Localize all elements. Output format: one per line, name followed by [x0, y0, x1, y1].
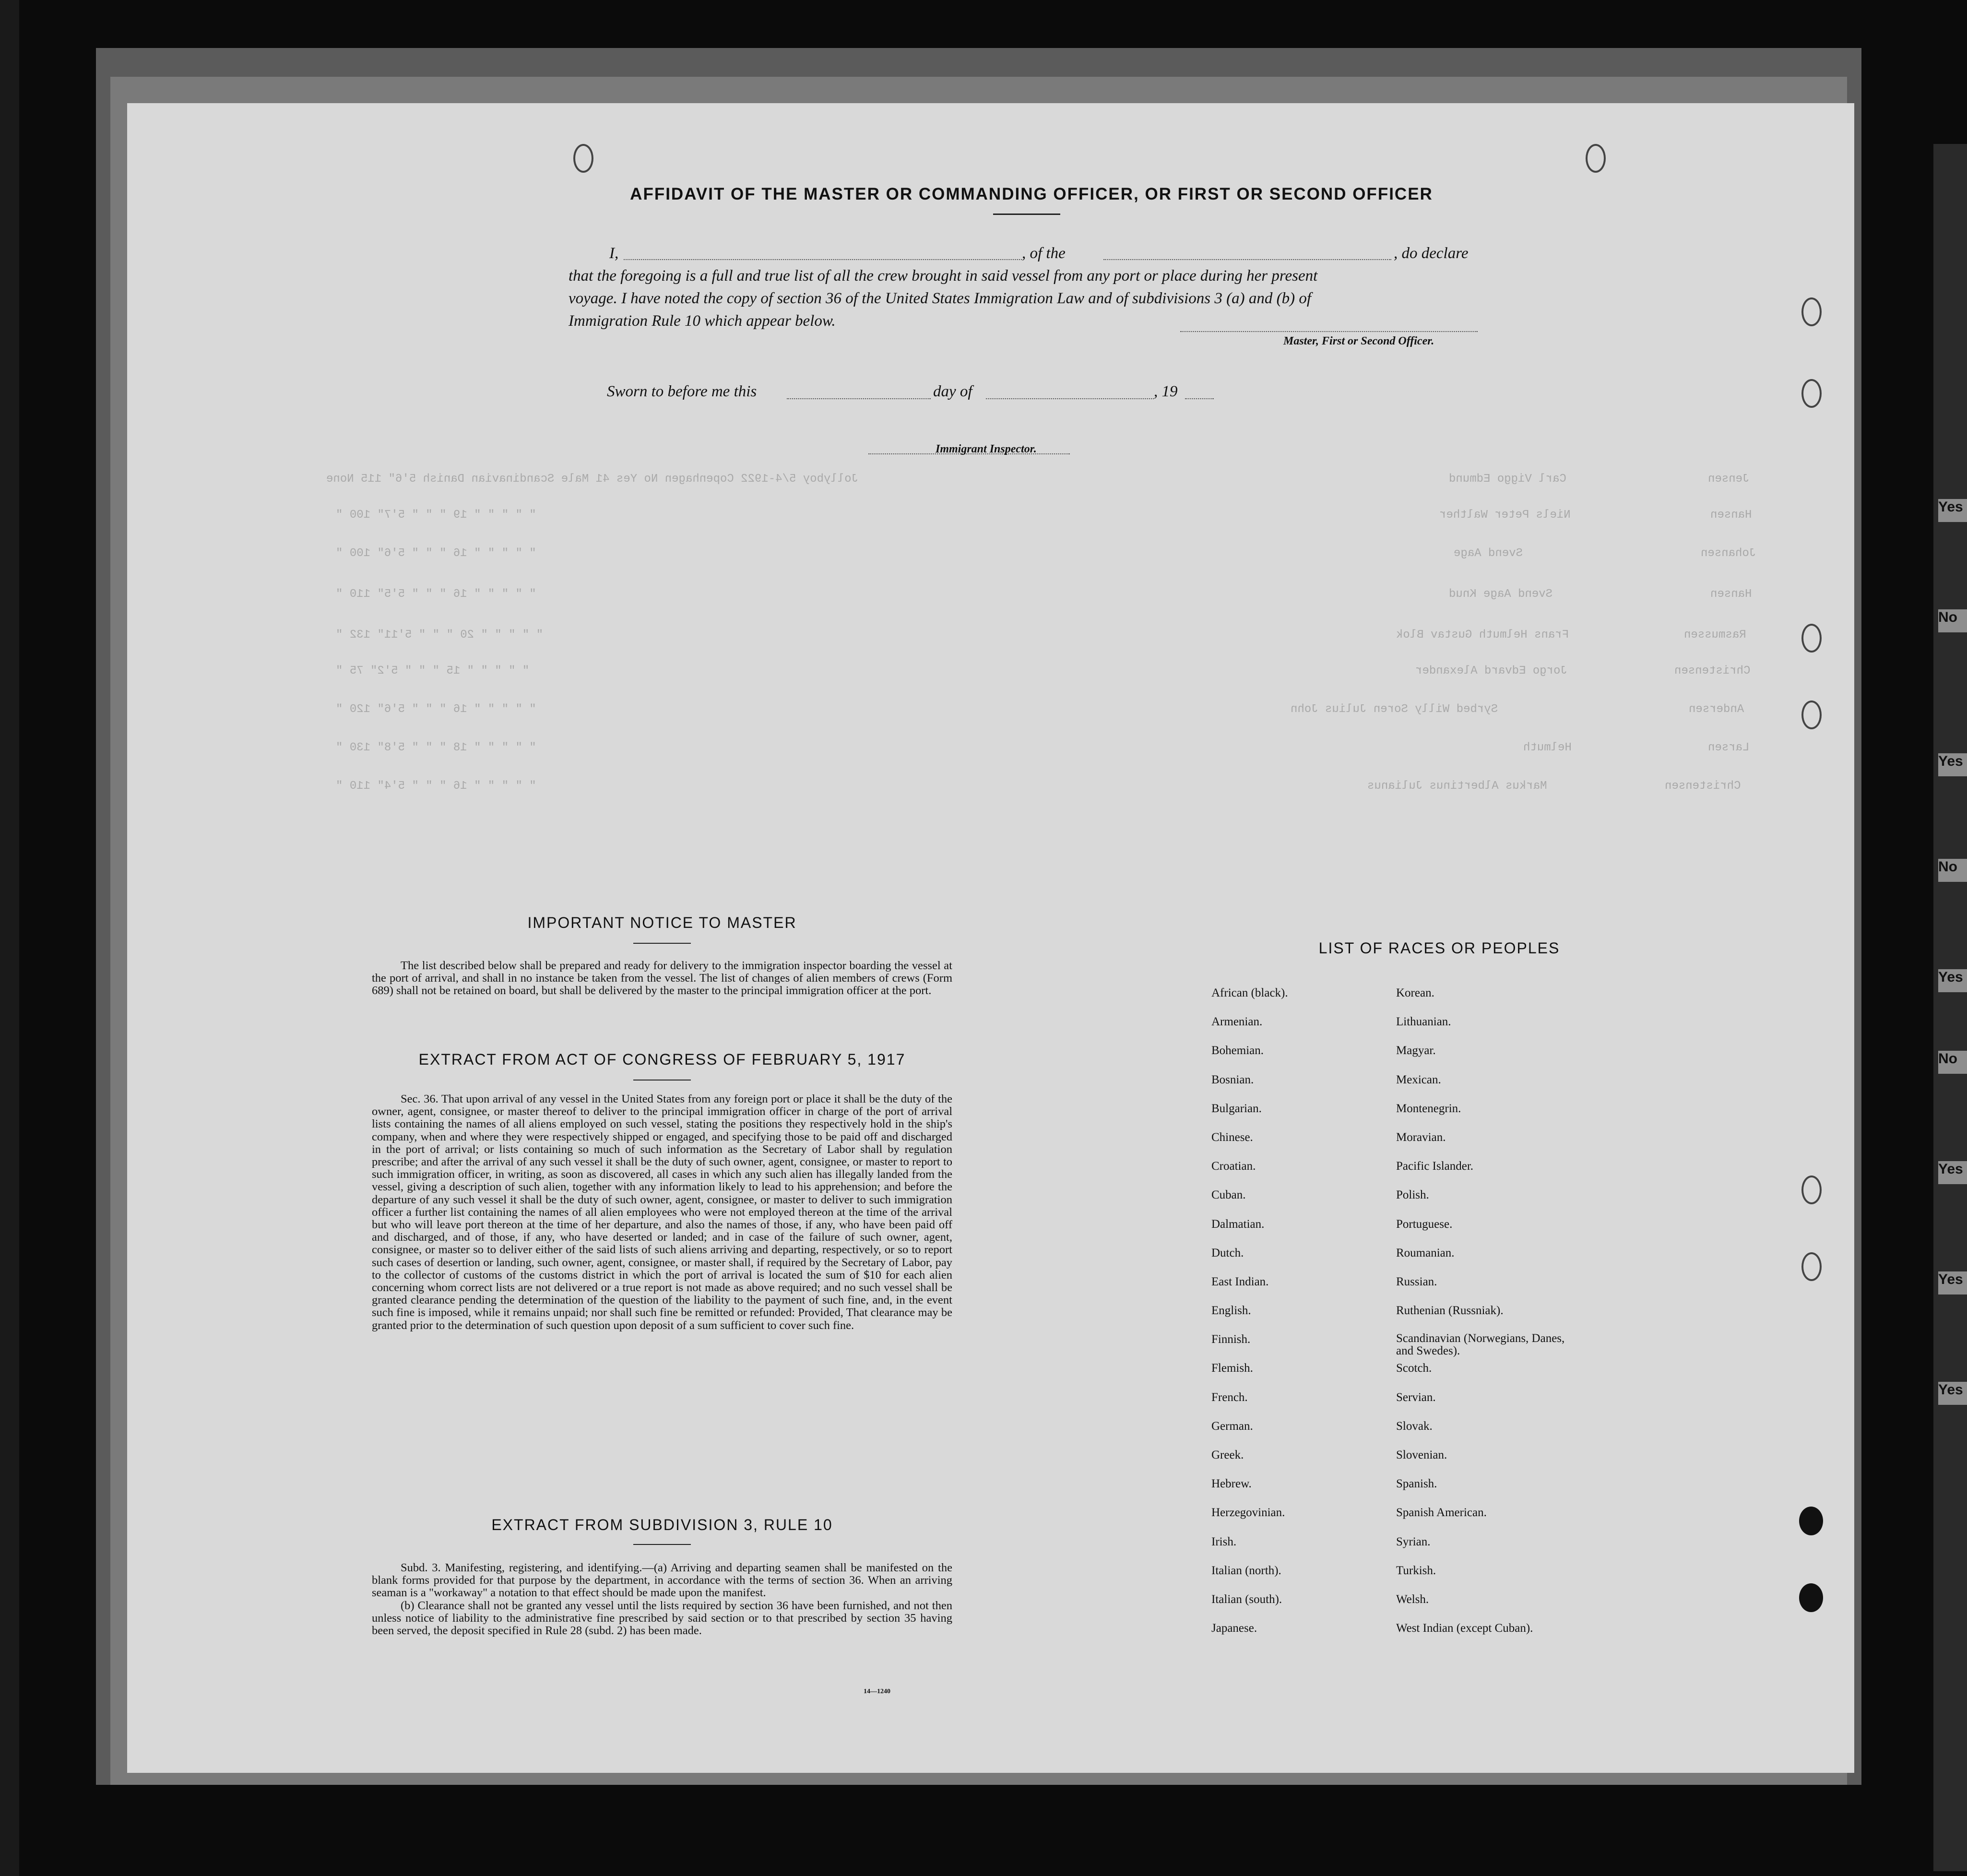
race-item: Polish.	[1396, 1188, 1429, 1202]
ghost-given-name: Frans Helmuth Gustav Blok	[1396, 629, 1569, 641]
race-item: Hebrew.	[1211, 1477, 1252, 1491]
subdivision-b-paragraph: (b) Clearance shall not be granted any vessel until the lists required by section 36 have been furnished, and not then unless notice of liability to the administrative fine prescribed by said section or to that prescribed by section 35 having been served, the deposit specified in Rule 28 (subd. 2) has been made.	[372, 1599, 952, 1638]
ghost-row-details: " " " " " 16 " " " 5'5" 110 "	[336, 588, 536, 601]
race-item: Pacific Islander.	[1396, 1160, 1474, 1173]
ghost-row-details: " " " " " 16 " " " 5'4" 110 "	[336, 780, 536, 793]
signature-caption: Master, First or Second Officer.	[1283, 335, 1434, 347]
race-item: Armenian.	[1211, 1015, 1263, 1029]
edge-tab: No	[1938, 609, 1967, 632]
race-item: Scandinavian (Norwegians, Danes, and Swedes).	[1396, 1332, 1565, 1358]
affidavit-title: AFFIDAVIT OF THE MASTER OR COMMANDING OFFICER, OR FIRST OR SECOND OFFICER	[630, 185, 1433, 203]
punch-hole	[1801, 297, 1822, 326]
affidavit-body-line-3: Immigration Rule 10 which appear below.	[569, 312, 836, 330]
rule-rule	[633, 1544, 691, 1545]
race-item: Russian.	[1396, 1275, 1437, 1288]
ghost-row-details: Jollyboy 5/4-1922 Copenhagen No Yes 41 Male Scandinavian Danish 5'6" 115 None	[326, 473, 858, 486]
edge-tab: Yes	[1938, 1161, 1967, 1184]
punch-hole	[573, 144, 593, 173]
punch-hole	[1801, 1252, 1822, 1281]
race-item: French.	[1211, 1390, 1248, 1404]
subdivision-a-paragraph: Subd. 3. Manifesting, registering, and identifying.—(a) Arriving and departing seamen shall be manifested on the blank forms provided for that purpose by the department, in accordance with the terms of section 36. When an arriving seaman is a "workaway" a notation to that effect should be made upon the manifest.	[372, 1561, 952, 1600]
sworn-year-line	[1185, 398, 1214, 399]
ghost-surname: Johansen	[1701, 547, 1756, 560]
race-item: Turkish.	[1396, 1564, 1436, 1577]
races-column-2	[1396, 986, 1598, 1650]
act-extract-title: EXTRACT FROM ACT OF CONGRESS OF FEBRUARY 5, 1917	[418, 1051, 906, 1068]
ghost-surname: Christensen	[1665, 780, 1741, 793]
race-item: Spanish.	[1396, 1477, 1437, 1491]
race-item: Flemish.	[1211, 1362, 1253, 1375]
race-item: Magyar.	[1396, 1044, 1436, 1057]
edge-tab: Yes	[1938, 969, 1967, 992]
race-item: Korean.	[1396, 986, 1434, 999]
race-item: Bohemian.	[1211, 1044, 1264, 1057]
scan-left-edge	[0, 0, 19, 1876]
race-item: Greek.	[1211, 1449, 1244, 1461]
ghost-given-name: Svend Aage Knud	[1449, 588, 1553, 601]
signature-line	[1180, 331, 1478, 332]
race-item: Montenegrin.	[1396, 1102, 1461, 1115]
affidavit-of-the-label: , of the	[1022, 245, 1066, 262]
inspector-caption: Immigrant Inspector.	[936, 443, 1037, 455]
race-item: Spanish American.	[1396, 1506, 1487, 1520]
ghost-given-name: Niels Peter Walther	[1439, 509, 1571, 522]
race-item: Finnish.	[1211, 1333, 1251, 1346]
act-extract-text	[372, 1093, 952, 1332]
punch-hole	[1799, 1507, 1823, 1535]
ghost-surname: Hansen	[1710, 509, 1752, 522]
race-item: Bulgarian.	[1211, 1102, 1262, 1115]
notice-title: IMPORTANT NOTICE TO MASTER	[527, 914, 797, 931]
ghost-surname: Andersen	[1689, 703, 1744, 716]
race-item: Italian (north).	[1211, 1564, 1281, 1577]
ghost-surname: Larsen	[1708, 741, 1750, 754]
ghost-given-name: Svend Aage	[1454, 547, 1523, 560]
race-item: Syrian.	[1396, 1535, 1431, 1548]
race-item: Dalmatian.	[1211, 1217, 1265, 1231]
edge-tab: No	[1938, 1051, 1967, 1074]
edge-tab: Yes	[1938, 1382, 1967, 1405]
punch-hole	[1801, 624, 1822, 653]
race-item: Mexican.	[1396, 1073, 1441, 1086]
race-item: Croatian.	[1211, 1160, 1256, 1173]
race-item: English.	[1211, 1304, 1251, 1318]
section-36-paragraph: Sec. 36. That upon arrival of any vessel in the United States from any foreign port or place it shall be the duty of the owner, agent, consignee, or master thereof to deliver to the principal immigration officer in charge of the port of arrival lists containing the names of all aliens employed on such vessel, stating the positions they respectively hold in the ship's company, when and where they were respectively shipped or engaged, and specifying those to be paid off and discharged in the port of arrival; or lists containing so much of such information as the Secretary of Labor shall by regulation prescribe; and after the arrival of any such vessel it shall be the duty of such owner, agent, consignee, or master to report to such immigration officer, in writing, as soon as discovered, all cases in which any such alien has illegally landed from the vessel, giving a description of such alien, together with any information likely to lead to his apprehension; and before the departure of any such vessel it shall be the duty of such owner, agent, consignee, or master to deliver to such immigration officer a further list containing the names of all alien employees who were not employed thereon at the time of the arrival but who will leave port thereon at the time of her departure, and also the names of those, if any, who have been paid off and discharged, and of those, if any, who have deserted or landed; and in case of the failure of such owner, agent, consignee, or master so to deliver either of the said lists of such aliens arriving and departing, respectively, or so to report such cases of desertion or landing, such owner, agent, consignee, or master shall, if required by the Secretary of Labor, pay to the collector of customs of the customs district in which the port of arrival is located the sum of $10 for each alien concerning whom correct lists are not delivered or a true report is not made as above required; and no such vessel shall be granted clearance pending the determination of the question of the liability to the payment of such fine, and, in the event such fine is imposed, while it remains unpaid; nor shall such fine be remitted or refunded: Provided, That clearance may be granted prior to the determination of such question upon deposit of a sum sufficient to cover such fine.	[372, 1092, 952, 1332]
race-item: Bosnian.	[1211, 1073, 1254, 1086]
race-item: Italian (south).	[1211, 1592, 1282, 1606]
race-item: German.	[1211, 1419, 1253, 1433]
rule-extract-title: EXTRACT FROM SUBDIVISION 3, RULE 10	[491, 1516, 833, 1533]
ghost-surname: Rasmussen	[1684, 629, 1746, 641]
affidavit-body-line-1: that the foregoing is a full and true list of all the crew brought in said vessel from any port or place during her present	[569, 267, 1318, 285]
edge-tab: No	[1938, 859, 1967, 882]
edge-tab: Yes	[1938, 753, 1967, 776]
notice-text	[372, 960, 952, 997]
race-item: Scotch.	[1396, 1362, 1432, 1375]
ghost-given-name: Markus Albertinus Julianus	[1367, 780, 1547, 793]
punch-hole	[1801, 379, 1822, 408]
ghost-row-details: " " " " " 15 " " " 5'2" 75 "	[336, 665, 530, 677]
ghost-given-name: Carl Viggo Edmund	[1449, 473, 1566, 486]
sworn-day-line	[787, 398, 931, 399]
race-item: Roumanian.	[1396, 1246, 1455, 1259]
edge-tab: Yes	[1938, 1271, 1967, 1294]
punch-hole	[1586, 144, 1606, 173]
master-name-line	[624, 259, 1022, 260]
affidavit-body-line-2: voyage. I have noted the copy of section 36 of the United States Immigration Law and of subdivisions 3 (a) and (b) of	[569, 290, 1312, 307]
race-item: African (black).	[1211, 986, 1288, 999]
sworn-month-line	[986, 398, 1154, 399]
race-item: Welsh.	[1396, 1592, 1429, 1606]
ghost-given-name: Jorgo Edvard Alexander	[1415, 665, 1567, 677]
punch-hole	[1801, 701, 1822, 729]
title-rule	[993, 214, 1060, 215]
notice-paragraph: The list described below shall be prepared and ready for delivery to the immigration inspector boarding the vessel at the port of arrival, and shall in no instance be taken from the vessel. The list of changes of alien members of crews (Form 689) shall not be retained on board, but shall be delivered by the master to the principal immigration officer at the port.	[372, 959, 952, 997]
form-number: 14—1240	[864, 1688, 890, 1695]
race-item: Irish.	[1211, 1535, 1237, 1548]
edge-tab: Yes	[1938, 499, 1967, 522]
rule-extract-text	[372, 1562, 952, 1637]
sworn-label: Sworn to before me this	[607, 383, 757, 400]
notice-rule	[633, 943, 691, 944]
race-item: Servian.	[1396, 1390, 1436, 1404]
ghost-row-details: " " " " " 18 " " " 5'8" 130 "	[336, 741, 536, 754]
race-item: Cuban.	[1211, 1188, 1246, 1202]
races-column-1	[1211, 986, 1394, 1650]
vessel-name-line	[1103, 259, 1391, 260]
race-item: Ruthenian (Russniak).	[1396, 1304, 1504, 1318]
races-title: LIST OF RACES OR PEOPLES	[1318, 939, 1560, 957]
race-item: Lithuanian.	[1396, 1015, 1451, 1029]
ghost-given-name: Syrbed Willy Soren Julius John	[1291, 703, 1498, 716]
ghost-row-details: " " " " " 16 " " " 5'6" 100 "	[336, 547, 536, 560]
scan-right-edge	[1933, 144, 1967, 1871]
affidavit-i-label: I,	[609, 245, 619, 262]
ghost-given-name: Helmuth	[1523, 741, 1572, 754]
race-item: Dutch.	[1211, 1246, 1244, 1259]
race-item: Japanese.	[1211, 1622, 1257, 1635]
ghost-row-details: " " " " " 16 " " " 5'6" 120 "	[336, 703, 536, 716]
punch-hole	[1799, 1583, 1823, 1612]
ghost-row-details: " " " " " 19 " " " 5'7" 100 "	[336, 509, 536, 522]
ghost-surname: Jensen	[1708, 473, 1750, 486]
day-of-label: day of	[933, 383, 972, 400]
race-item: East Indian.	[1211, 1275, 1269, 1288]
race-item: Moravian.	[1396, 1130, 1446, 1144]
ghost-surname: Hansen	[1710, 588, 1752, 601]
punch-hole	[1801, 1175, 1822, 1204]
race-item: Slovak.	[1396, 1419, 1433, 1433]
ghost-row-details: " " " " " 20 " " " 5'11" 132 "	[336, 629, 544, 641]
race-item: Slovenian.	[1396, 1449, 1447, 1461]
race-item: Herzegovinian.	[1211, 1506, 1285, 1520]
race-item: Portuguese.	[1396, 1217, 1453, 1231]
affidavit-declare-label: , do declare	[1394, 245, 1469, 262]
race-item: West Indian (except Cuban).	[1396, 1622, 1533, 1635]
year-label: , 19	[1154, 383, 1178, 400]
race-item: Chinese.	[1211, 1130, 1253, 1144]
ghost-surname: Christensen	[1674, 665, 1751, 677]
